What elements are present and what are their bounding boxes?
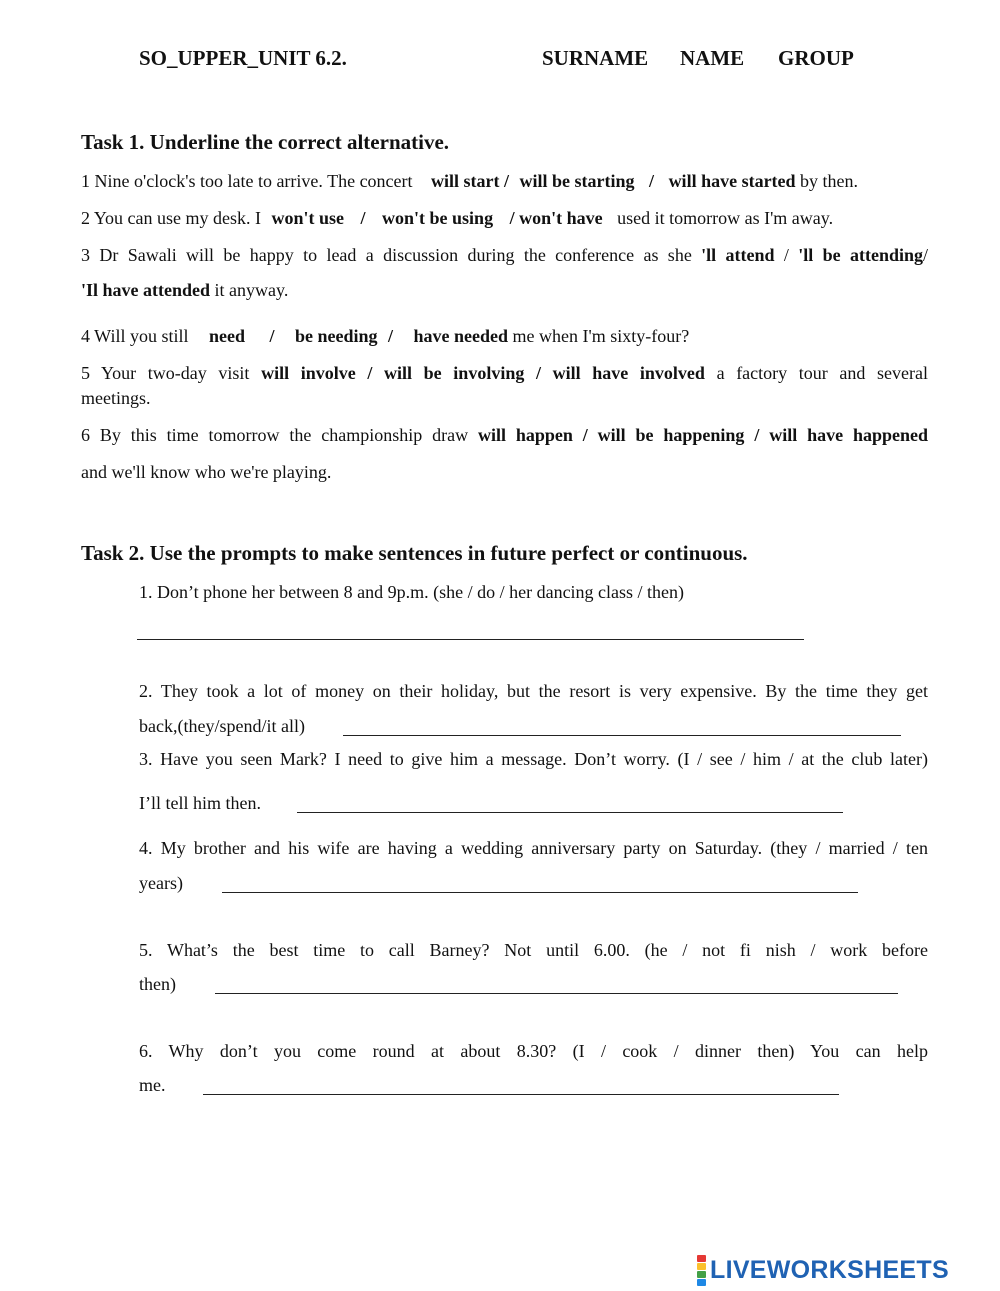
answer-input-1[interactable] — [139, 616, 802, 638]
task2-item-3: 3. Have you seen Mark? I need to give him a message. Don’t worry. (I / see / him / at the club later) — [139, 749, 928, 769]
answer-input-5[interactable] — [217, 970, 896, 992]
answer-line-4 — [222, 892, 858, 893]
surname-label: SURNAME — [542, 46, 649, 70]
logo-text: LIVEWORKSHEETS — [710, 1255, 949, 1284]
option-have-needed[interactable]: have needed — [413, 326, 509, 346]
task1-item-2 — [81, 208, 833, 229]
logo-blocks-icon — [697, 1255, 706, 1286]
option-separator: / — [754, 425, 760, 445]
task1-item-4 — [81, 326, 689, 347]
task2-item-2: 2. They took a lot of money on their holiday, but the resort is very expensive. By the time they get — [139, 681, 928, 701]
answer-input-4[interactable] — [224, 869, 856, 891]
option-wont-be-using[interactable]: won't be using — [382, 208, 494, 228]
option-will-be-starting[interactable]: will be starting — [519, 171, 635, 191]
item-text: 4 Will you still — [81, 326, 189, 346]
item-after: by then. — [800, 171, 859, 191]
answer-line-5 — [215, 993, 898, 994]
task1-item-5 — [81, 363, 928, 384]
answer-line-6 — [203, 1094, 839, 1095]
logo-block-red — [697, 1255, 706, 1262]
item-text: 2 You can use my desk. I — [81, 208, 261, 228]
option-separator: / — [582, 425, 588, 445]
item-after: used it tomorrow as I'm away. — [617, 208, 834, 228]
option-separator: / — [783, 245, 789, 265]
option-separator: / — [923, 245, 929, 265]
task2-item-6: 6. Why don’t you come round at about 8.30? (I / cook / dinner then) You can help — [139, 1041, 928, 1061]
item-after: a factory tour and several — [716, 363, 929, 383]
task2-title: Task 2. Use the prompts to make sentences in future perfect or continuous. — [81, 541, 748, 565]
option-separator: / — [649, 171, 655, 191]
option-will-be-happening[interactable]: will be happening — [597, 425, 745, 445]
option-separator: / — [367, 363, 373, 383]
task2-item-1: 1. Don’t phone her between 8 and 9p.m. (she / do / her dancing class / then) — [139, 582, 685, 602]
group-label: GROUP — [778, 46, 854, 70]
option-will-involve[interactable]: will involve — [261, 363, 356, 383]
task1-title: Task 1. Underline the correct alternative. — [81, 130, 450, 154]
item-text: 5 Your two-day visit — [81, 363, 250, 383]
answer-line-2 — [343, 735, 901, 736]
task2-item-3-cont: I’ll tell him then. — [139, 793, 261, 813]
task2-item-5-cont: then) — [139, 974, 176, 994]
option-ll-have-attended[interactable]: 'Il have attended — [81, 280, 211, 300]
task1-item-5-cont: meetings. — [81, 388, 151, 408]
answer-input-2[interactable] — [345, 712, 899, 734]
option-separator: / — [269, 326, 275, 346]
answer-line-1 — [137, 639, 804, 640]
option-be-needing[interactable]: be needing — [294, 326, 378, 346]
answer-input-3[interactable] — [299, 789, 841, 811]
task1-item-3 — [81, 245, 928, 266]
task2-item-2-cont: back,(they/spend/it all) — [139, 716, 305, 736]
option-ll-attend[interactable]: 'll attend — [701, 245, 775, 265]
option-wont-have[interactable]: / won't have — [509, 208, 603, 228]
task1-item-3-cont — [81, 280, 288, 301]
option-will-start[interactable]: will start / — [431, 171, 510, 191]
option-will-have-started[interactable]: will have started — [668, 171, 796, 191]
option-separator: / — [360, 208, 366, 228]
task1-item-6-cont: and we'll know who we're playing. — [81, 462, 332, 482]
task2-item-5: 5. What’s the best time to call Barney? Not until 6.00. (he / not fi nish / work before — [139, 940, 928, 960]
option-will-be-involving[interactable]: will be involving — [384, 363, 525, 383]
item-text: 3 Dr Sawali will be happy to lead a discussion during the conference as she — [81, 245, 692, 265]
item-after: me when I'm sixty-four? — [512, 326, 690, 346]
option-separator: / — [388, 326, 394, 346]
answer-input-6[interactable] — [205, 1071, 837, 1093]
task2-item-4: 4. My brother and his wife are having a wedding anniversary party on Saturday. (they / married / ten — [139, 838, 928, 858]
option-ll-be-attending[interactable]: 'll be attending — [798, 245, 923, 265]
item-text: 1 Nine o'clock's too late to arrive. The concert — [81, 171, 413, 191]
task1-item-1 — [81, 171, 858, 192]
option-wont-use[interactable]: won't use — [271, 208, 345, 228]
option-need[interactable]: need — [208, 326, 245, 346]
option-will-happen[interactable]: will happen — [477, 425, 573, 445]
option-will-have-happened[interactable]: will have happened — [769, 425, 928, 445]
item-after: it anyway. — [214, 280, 289, 300]
option-will-have-involved[interactable]: / will have involved — [535, 363, 705, 383]
task1-item-6 — [81, 425, 928, 446]
task2-item-6-cont: me. — [139, 1075, 166, 1095]
name-label: NAME — [680, 46, 745, 70]
unit-title: SO_UPPER_UNIT 6.2. — [139, 46, 347, 70]
task2-item-4-cont: years) — [139, 873, 183, 893]
item-text: 6 By this time tomorrow the championship draw — [81, 425, 469, 445]
logo-block-green — [697, 1271, 706, 1278]
liveworksheets-logo — [697, 1253, 949, 1287]
logo-block-blue — [697, 1279, 706, 1286]
logo-block-yellow — [697, 1263, 706, 1270]
answer-line-3 — [297, 812, 843, 813]
